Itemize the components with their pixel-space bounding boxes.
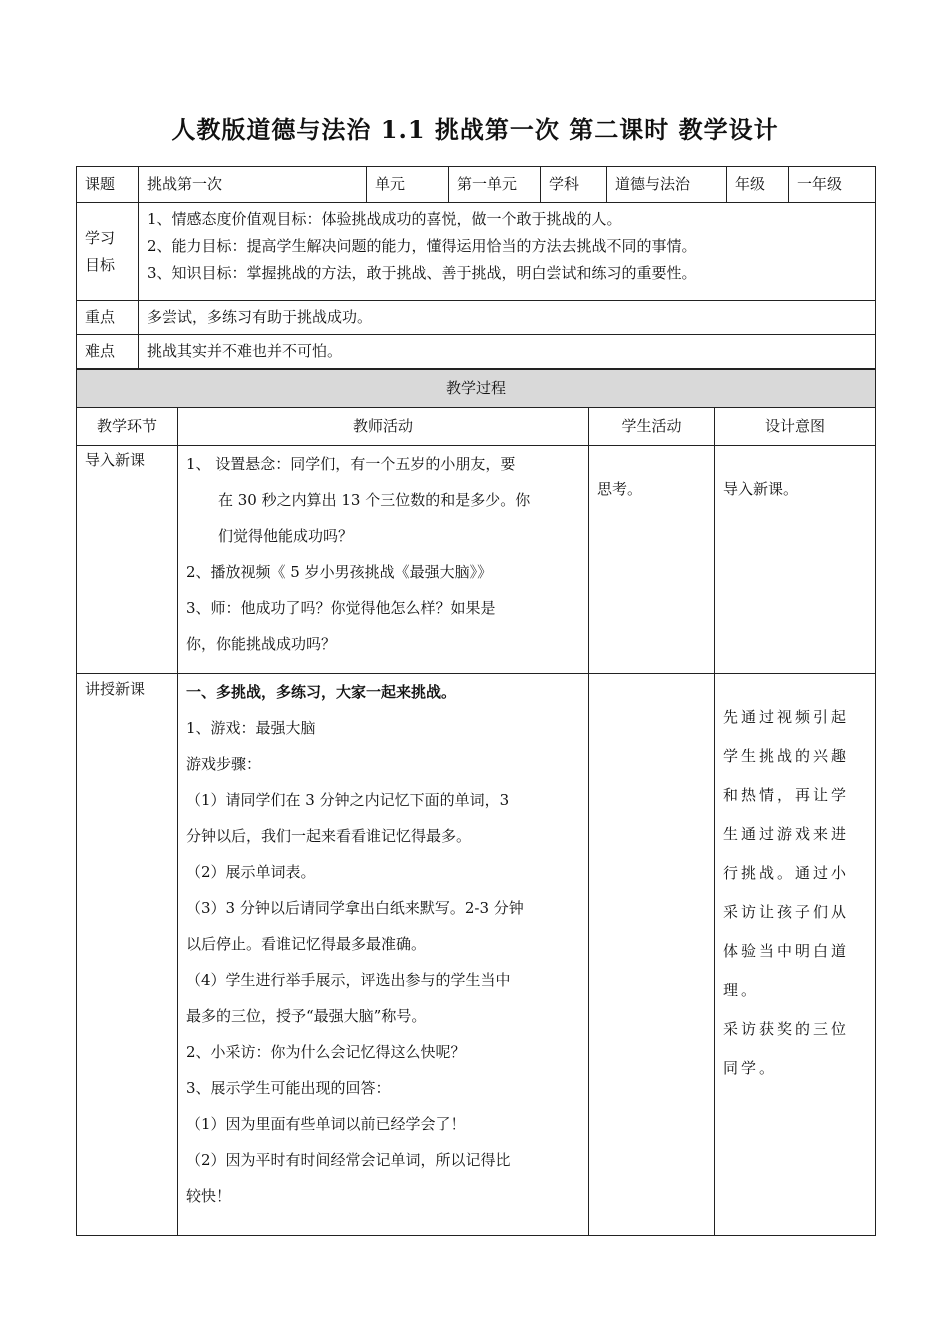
subject-label: 学科 [541, 167, 607, 203]
intent-line: 体验当中明白道 [723, 942, 850, 960]
intro-student: 思考。 [589, 446, 715, 674]
teacher-line: 2、播放视频《 5 岁小男孩挑战《最强大脑》》 [186, 563, 493, 581]
teach-stage: 讲授新课 [77, 674, 178, 1236]
intro-row [77, 446, 876, 674]
teacher-line: 你，你能挑战成功吗？ [186, 635, 337, 653]
teacher-line: （1）因为里面有些单词以前已经学会了！ [186, 1115, 466, 1133]
teacher-line: （1）请同学们在 3 分钟之内记忆下面的单词，3 [186, 791, 510, 809]
teacher-line: 较快！ [186, 1187, 232, 1205]
goal-item: 1、情感态度价值观目标：体验挑战成功的喜悦，做一个敢于挑战的人。 [147, 210, 622, 228]
teach-heading: 一、多挑战，多练习，大家一起来挑战。 [186, 683, 457, 701]
intent-line: 行挑战。通过小 [723, 864, 850, 882]
goal-item: 3、知识目标：掌握挑战的方法，敢于挑战、善于挑战，明白尝试和练习的重要性。 [147, 264, 697, 282]
teacher-line: 1、 设置悬念：同学们，有一个五岁的小朋友，要 [186, 455, 516, 473]
col-stage: 教学环节 [77, 408, 178, 446]
col-teacher: 教师活动 [178, 408, 589, 446]
key-label: 重点 [77, 301, 139, 335]
col-intent: 设计意图 [715, 408, 876, 446]
subject-value: 道德与法治 [607, 167, 727, 203]
process-header: 教学过程 [77, 370, 876, 408]
topic-value: 挑战第一次 [139, 167, 367, 203]
info-row-topic [77, 167, 876, 203]
unit-value: 第一单元 [449, 167, 541, 203]
intent-line: 生通过游戏来进 [723, 825, 850, 843]
difficulty-value: 挑战其实并不难也并不可怕。 [139, 335, 876, 369]
info-table [76, 166, 876, 369]
intent-line: 采访获奖的三位 [723, 1020, 850, 1038]
teach-intent [715, 674, 876, 1236]
teacher-line: （2）因为平时有时间经常会记单词，所以记得比 [186, 1151, 511, 1169]
unit-label: 单元 [367, 167, 449, 203]
teacher-line: （2）展示单词表。 [186, 863, 316, 881]
page-title: 人教版道德与法治 1.1 挑战第一次 第二课时 教学设计 [171, 115, 779, 144]
grade-value: 一年级 [789, 167, 876, 203]
teacher-line: 在 30 秒之内算出 13 个三位数的和是多少。你 [218, 491, 531, 509]
info-row-difficulty [77, 335, 876, 369]
teacher-line: 以后停止。看谁记忆得最多最准确。 [186, 935, 427, 953]
teacher-line: 3、展示学生可能出现的回答： [186, 1079, 391, 1097]
teacher-line: （3）3 分钟以后请同学拿出白纸来默写。2-3 分钟 [186, 899, 524, 917]
intent-line: 理。 [723, 981, 760, 999]
process-table [76, 369, 876, 1236]
goals-label [77, 203, 139, 301]
process-header-row [77, 370, 876, 408]
intent-line: 和热情，再让学 [723, 786, 850, 804]
intro-stage: 导入新课 [77, 446, 178, 674]
teacher-line: （4）学生进行举手展示，评选出参与的学生当中 [186, 971, 511, 989]
info-row-goals [77, 203, 876, 301]
intent-line: 采访让孩子们从 [723, 903, 850, 921]
goals-label-line-2: 目标 [85, 255, 116, 274]
goals-content [139, 203, 876, 301]
teach-teacher [178, 674, 589, 1236]
info-row-key [77, 301, 876, 335]
teach-student [589, 674, 715, 1236]
intro-intent: 导入新课。 [715, 446, 876, 674]
teacher-line: 3、师：他成功了吗？你觉得他怎么样？如果是 [186, 599, 496, 617]
intent-line: 学生挑战的兴趣 [723, 747, 850, 765]
grade-label: 年级 [727, 167, 789, 203]
teacher-line: 2、小采访：你为什么会记忆得这么快呢？ [186, 1043, 466, 1061]
column-header-row [77, 408, 876, 446]
difficulty-label: 难点 [77, 335, 139, 369]
teacher-line: 1、游戏：最强大脑 [186, 719, 316, 737]
goals-label-line-1: 学习 [85, 228, 116, 247]
teacher-line: 们觉得他能成功吗？ [218, 527, 354, 545]
teacher-line: 最多的三位，授予“最强大脑”称号。 [186, 1007, 427, 1025]
topic-label: 课题 [77, 167, 139, 203]
teach-row [77, 674, 876, 1236]
intent-line: 同学。 [723, 1059, 778, 1077]
goal-item: 2、能力目标：提高学生解决问题的能力，懂得运用恰当的方法去挑战不同的事情。 [147, 237, 697, 255]
teacher-line: 游戏步骤： [186, 755, 262, 773]
teacher-line: 分钟以后，我们一起来看看谁记忆得最多。 [186, 827, 472, 845]
intro-teacher [178, 446, 589, 674]
key-value: 多尝试，多练习有助于挑战成功。 [139, 301, 876, 335]
col-student: 学生活动 [589, 408, 715, 446]
intent-line: 先通过视频引起 [723, 708, 850, 726]
